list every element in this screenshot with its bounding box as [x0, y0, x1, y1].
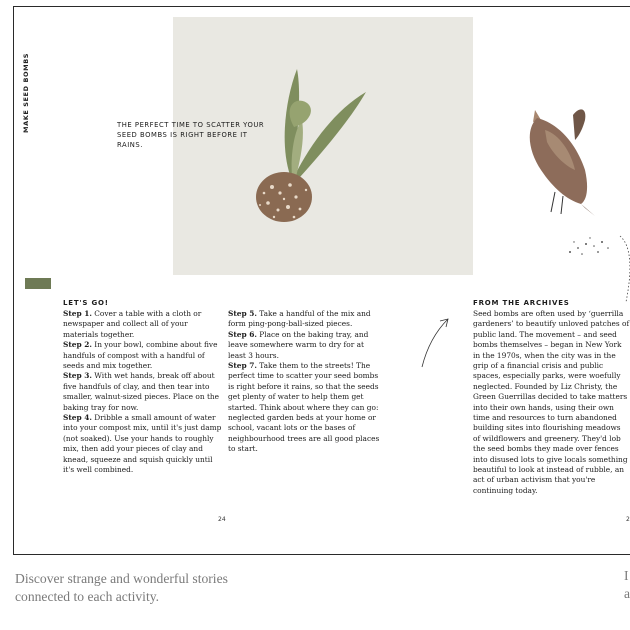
plant-leaves — [285, 69, 366, 177]
color-swatch — [25, 278, 51, 289]
instructions-column-middle — [228, 309, 384, 455]
seed-bomb-illustration — [250, 65, 380, 230]
caption-line: connected to each activity. — [15, 588, 160, 604]
step-paragraph: Step 1. Cover a table with a cloth or newspaper and collect all of your materials together. — [63, 308, 202, 339]
page-number-right: 2 — [626, 516, 630, 523]
step-paragraph: Step 6. Place on the baking tray, and leave somewhere warm to dry for at least 3 hours. — [228, 329, 369, 360]
page-number-left: 24 — [218, 516, 226, 523]
bird-illustration — [515, 100, 605, 225]
archives-column — [473, 298, 630, 496]
step-paragraph: Step 2. In your bowl, combine about five handfuls of compost with a handful of seeds and mix together. — [63, 340, 218, 370]
section-heading: LET'S GO! — [63, 299, 109, 307]
arrow-doodle — [418, 315, 454, 371]
caption-line: Discover strange and wonderful stories — [15, 571, 228, 586]
step-paragraph: Step 3. With wet hands, break off about five handfuls of clay, and then tear into smaller, walnut-sized pieces. Place on the baking tray for now. — [63, 371, 220, 412]
step-paragraph: Step 4. Dribble a small amount of water into your compost mix, until it's just damp (not soaked). Use your hands to roughly mix, then add your pieces of clay and knead, squeeze and squish quickly until it's well combined. — [63, 412, 222, 474]
caption — [15, 570, 315, 605]
instructions-column-left — [63, 298, 225, 475]
step-paragraph: Step 7. Take them to the streets! The perfect time to scatter your seed bombs is right before it rains, so that the seeds get plenty of water to help them get started. Think about where they can go: neglected garden beds at your home or school, vacant lots or the bases of neighbourhood trees are all good places to start. — [228, 361, 380, 454]
next-caption-fragment: I — [624, 568, 629, 583]
clay-ball — [256, 172, 312, 222]
section-heading: FROM THE ARCHIVES — [473, 299, 570, 307]
archives-paragraph: Seed bombs are often used by ‘guerrilla gardeners’ to beautify unloved patches of public land. The movement – and seed bombs themselves – began in New York in the 1970s, when the city was in the grip of a financial crisis and public spaces, especially parks, were woefully neglected. Founded by Liz Christy, the Green Guerrillas decided to take matters into their own hands, using their own time and resources to turn abandoned building sites into flourishing meadows of wildflowers and greenery. They'd lob the seed bombs they made over fences into disused lots to give locals something beautiful to look at instead of rubble, an act of urban activism that you're continuing today. — [473, 308, 630, 495]
step-paragraph: Step 5. Take a handful of the mix and form ping-pong-ball-sized pieces. — [228, 309, 371, 329]
next-caption-fragment: a — [624, 586, 630, 601]
section-side-label: MAKE SEED BOMBS — [22, 52, 30, 133]
pull-quote: THE PERFECT TIME TO SCATTER YOUR SEED BOMBS IS RIGHT BEFORE IT RAINS. — [117, 121, 265, 149]
